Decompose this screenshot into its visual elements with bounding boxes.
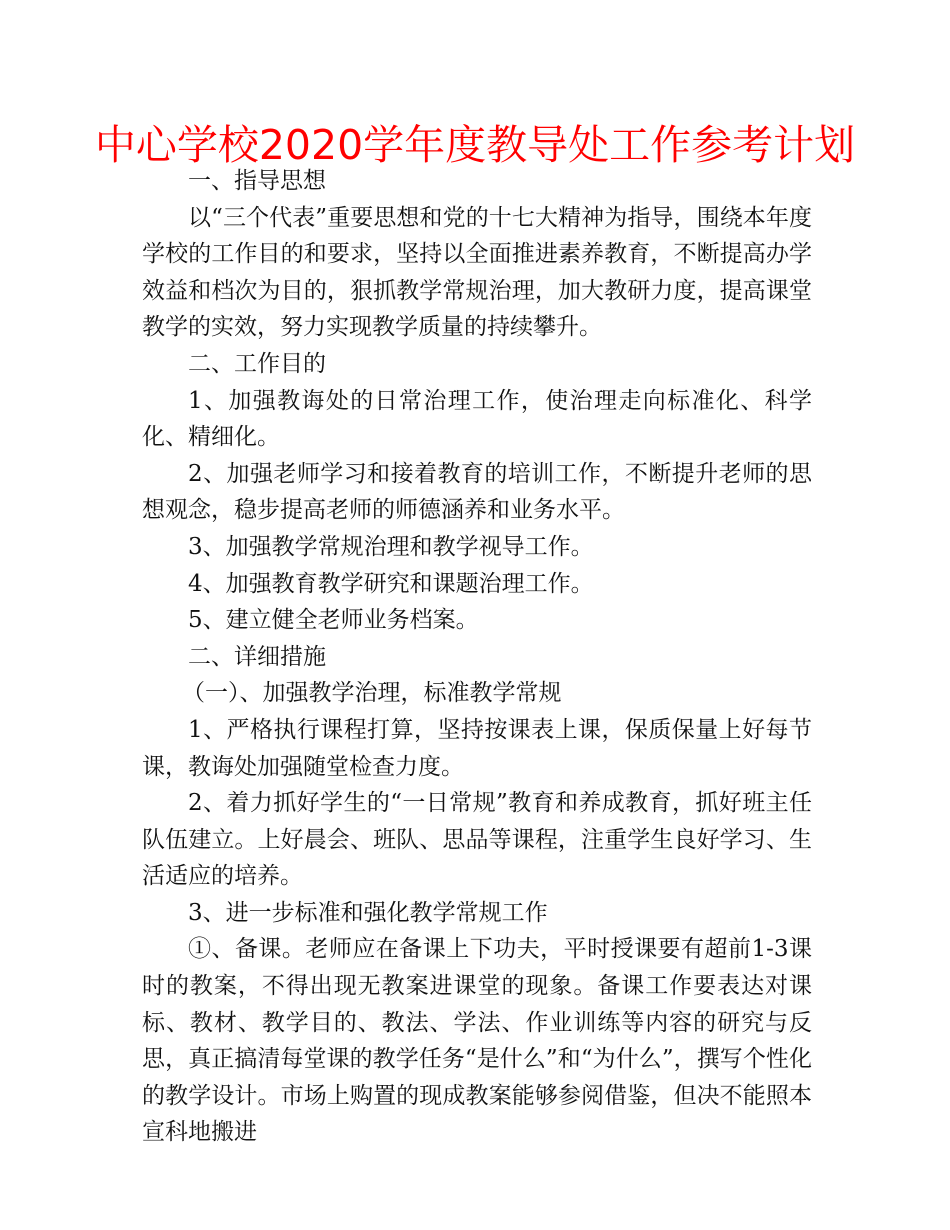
list-item: 1、严格执行课程打算，坚持按课表上课，保质保量上好每节课，教诲处加强随堂检查力度。 <box>142 716 812 780</box>
list-item: 2、加强老师学习和接着教育的培训工作，不断提升老师的思想观念，稳步提高老师的师德涵养和业务水平。 <box>142 460 812 524</box>
section-heading-work-goals: 二、工作目的 <box>188 350 326 377</box>
list-item: 3、进一步标准和强化教学常规工作 <box>188 899 548 926</box>
list-item: 5、建立健全老师业务档案。 <box>188 607 479 634</box>
list-item: 1、加强教诲处的日常治理工作，使治理走向标准化、科学化、精细化。 <box>142 387 812 451</box>
list-item: 2、着力抓好学生的“一日常规”教育和养成教育，抓好班主任队伍建立。上好晨会、班队、思品等课程，注重学生良好学习、生活适应的培养。 <box>142 790 812 890</box>
section-heading-measures: 二、详细措施 <box>188 643 326 670</box>
list-item: 3、加强教学常规治理和教学视导工作。 <box>188 533 594 560</box>
list-item: 4、加强教育教学研究和课题治理工作。 <box>188 570 594 597</box>
paragraph: ①、备课。老师应在备课上下功夫，平时授课要有超前1-3课时的教案，不得出现无教案进课堂的现象。备课工作要表达对课标、教材、教学目的、教法、学法、作业训练等内容的研究与反思，真正搞清每堂课的教学任务“是什么”和“为什么”，撰写个性化的教学设计。市场上购置的现成教案能够参阅借鉴，但决不能照本宣科地搬进 <box>142 936 812 1146</box>
subsection-heading: （一）、加强教学治理，标准教学常规 <box>182 680 562 707</box>
document-title: 中心学校2020学年度教导处工作参考计划 <box>94 121 856 169</box>
paragraph: 以“三个代表”重要思想和党的十七大精神为指导，围绕本年度学校的工作目的和要求，坚持以全面推进素养教育，不断提高办学效益和档次为目的，狠抓教学常规治理，加大教研力度，提高课堂教学的实效，努力实现教学质量的持续攀升。 <box>142 204 812 341</box>
section-heading-guiding-ideology: 一、指导思想 <box>188 168 326 194</box>
document-body <box>142 163 812 1151</box>
